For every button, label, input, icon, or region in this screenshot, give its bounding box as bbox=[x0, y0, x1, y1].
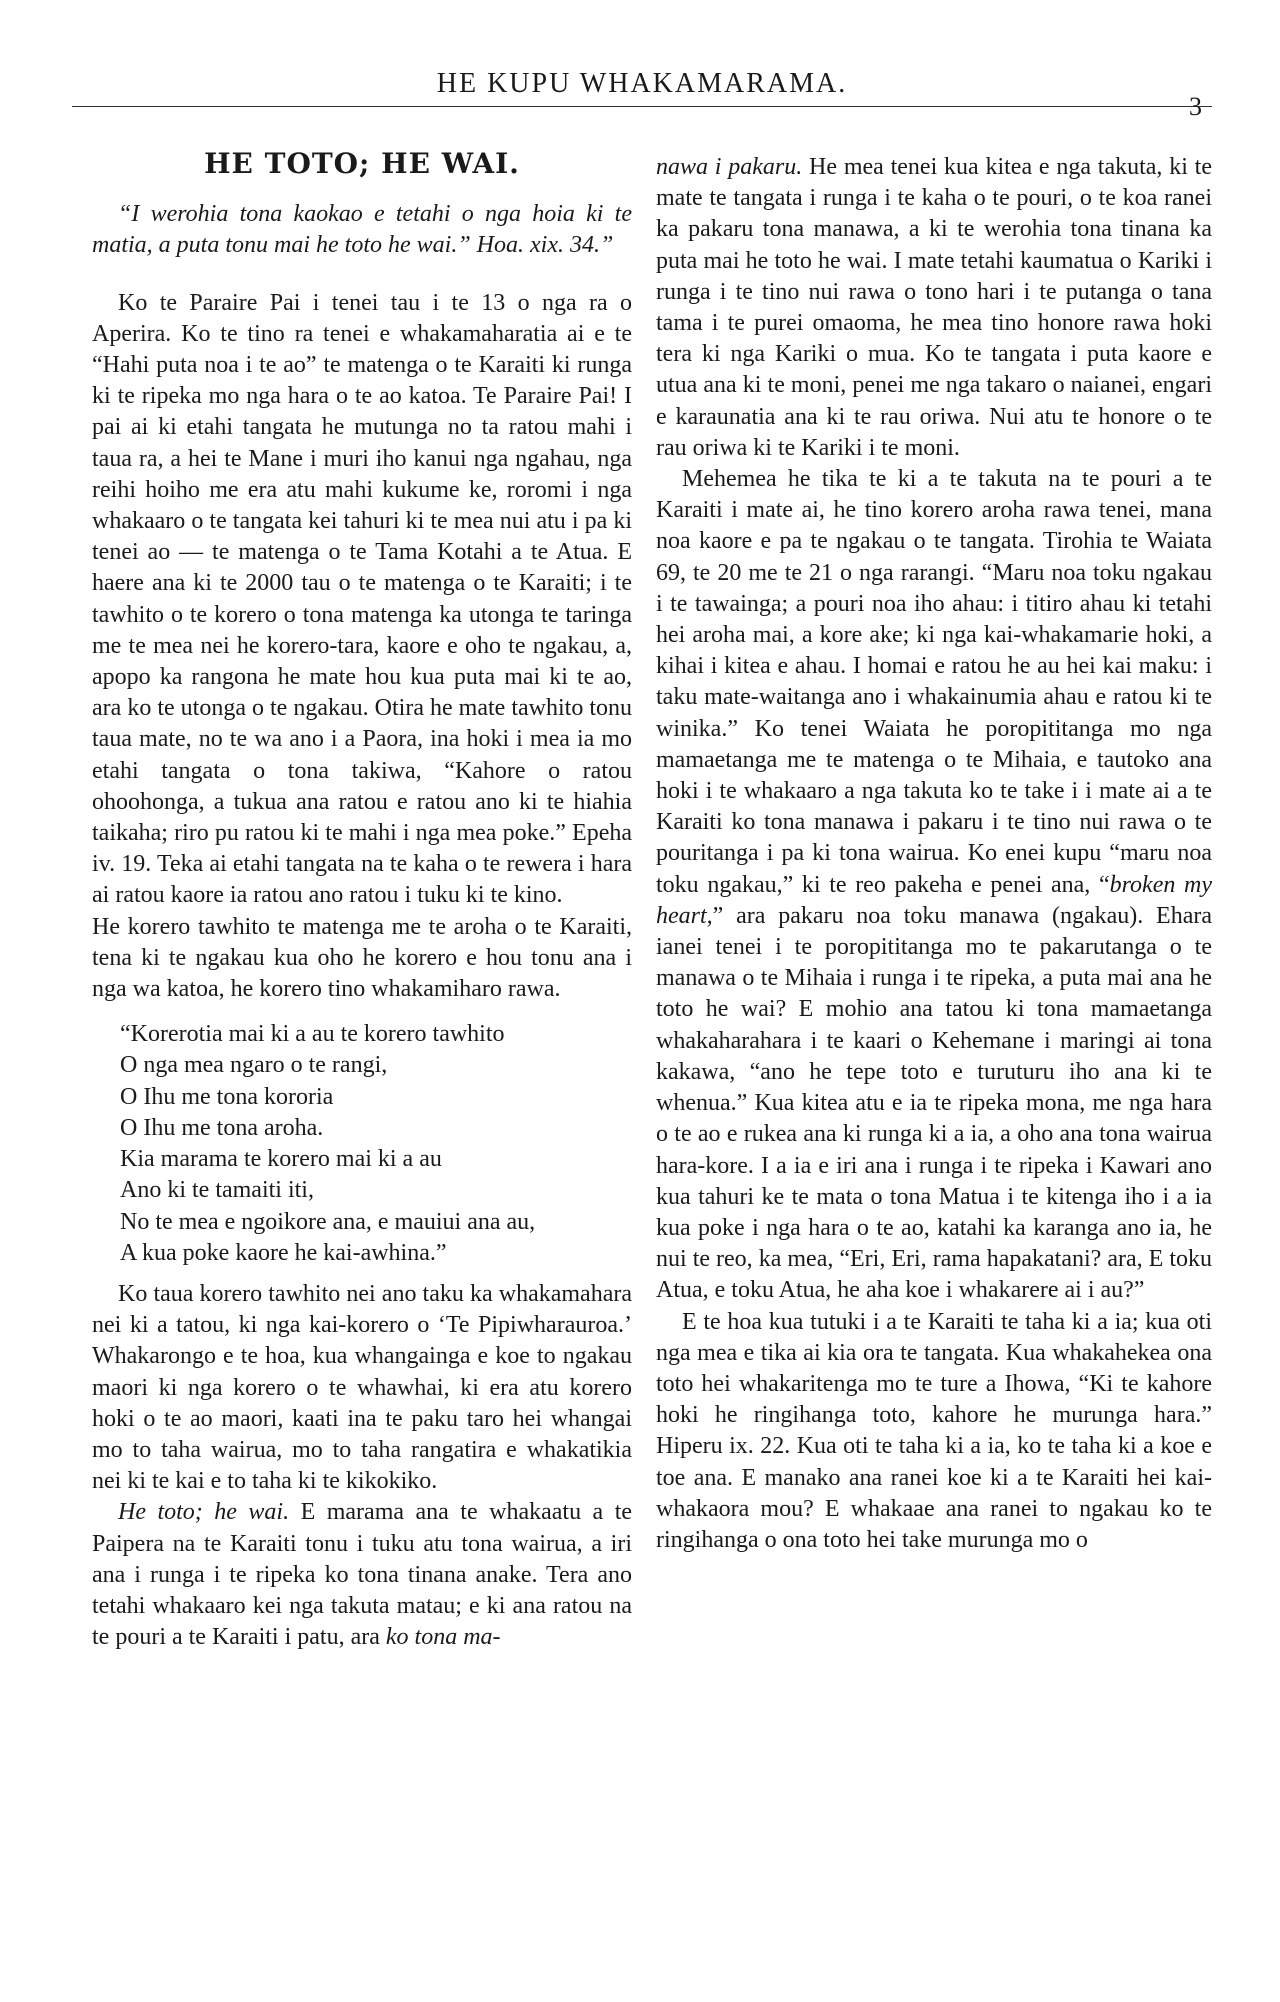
poem-line: O Ihu me tona aroha. bbox=[120, 1114, 324, 1141]
paragraph: Ko taua korero tawhito nei ano taku ka whakamahara nei ki a tatou, ki nga kai-korero o ‘Te Pipiwharauroa.’ Whakarongo e te hoa, kua whangainga e koe to ngakau maori ki nga korero o te whawhai, ki era atu korero hoki o te ao maori, kaati ina te paku taro hei whangai mo to taha wairua, mo to taha rangatira e whakatikia nei ki te kai e to taha ki te kikokiko. bbox=[92, 1280, 632, 1495]
paragraph-body: Mehemea he tika te ki a te takuta na te pouri a te Karaiti i mate ai, he tino korero aroha rawa tenei, mana noa kaore e pa te ngakau o te tangata. Tirohia te Waiata 69, te 20 me te 21 o nga rarangi. “Maru noa toku ngakau i te tawainga; a pouri noa iho ahau: i titiro ahau ki tetahi hei aroha mai, a kore ake; ki nga kai-whakamarie hoki, a kihai i kitea e ahau. I homai e ratou he au hei kai maku: i taku mate-waitanga ano i whakainumia ahau e ratou ki te winika.” Ko tenei Waiata he poropititanga mo nga mamaetanga me te matenga o te Mihaia, e tautoko ana hoki i te whakaaro a nga takuta ko te take i i mate ai a te Karaiti ko tona manawa i pakaru i te tino nui rawa o te pouritanga i pa ki tona wairua. Ko enei kupu “maru noa toku ngakau,” ki te reo pakeha e penei ana, “ bbox=[656, 466, 1212, 898]
paragraph: E te hoa kua tutuki i a te Karaiti te taha ki a ia; kua oti nga mea e tika ai kia ora te tangata. Kua whakahekea ona toto hei whakaritenga mo te ture a Ihowa, “Ki te kahore hoki he ringihanga toto, kahore he murunga hara.” Hiperu ix. 22. Kua oti te taha ki a ia, ko te taha ki a koe e toe ana. E manako ana ranei koe ki a te Karaiti hei kai-whakaora mou? E whakaae ana ranei to ngakau ko te ringihanga o ona toto hei take murunga mo o bbox=[656, 1308, 1212, 1553]
page-header bbox=[72, 62, 1212, 121]
poem bbox=[120, 1019, 632, 1269]
poem-line: Ano ki te tamaiti iti, bbox=[120, 1177, 314, 1204]
paragraph-tail: ko tona ma- bbox=[385, 1624, 501, 1651]
epigraph: “I werohia tona kaokao e tetahi o nga hoia ki te matia, a puta tonu mai he toto he wai.” Hoa. xix. 34.” bbox=[92, 201, 632, 259]
paragraph-body: He mea tenei kua kitea e nga takuta, ki te mate te tangata i runga i te kaha o te pouri, o te koa ranei ka pakaru tona manawa, a ki te werohia tona tinana ka puta mai he toto he wai. I mate tetahi kaumatua o Kariki i runga i te tino nui rawa o tono hari i te putanga o tana tama i te purei omaoma, he mea tino honore rawa hoki tera ki nga Kariki o mua. Ko te tangata i puta kaore e utua ana ki te moni, penei me nga takaro o naianei, engari e karaunatia ana ki te rau oriwa. Nui atu te honore o te rau oriwa ki te Kariki i te moni. bbox=[656, 154, 1213, 461]
paragraph: Ko te Paraire Pai i tenei tau i te 13 o nga ra o Aperira. Ko te tino ra tenei e whakamaharatia ai e te “Hahi puta noa i te ao” te matenga o te Karaiti ki runga ki te ripeka mo nga hara o te ao katoa. Te Paraire Pai! I pai ai ki etahi tangata he mutunga no ta ratou mahi i taua ra, a hei te Mane i muri iho kanui nga ngahau, nga reihi hoiho me era atu mahi kukume ke, roromi i nga whakaaro o te tangata kei tahuri ki te mea nui atu i pa ki tenei ao — te matenga o te Tama Kotahi a te Atua. E haere ana ki te 2000 tau o te matenga o te Karaiti; i te tawhito o te korero o tona matenga ka utonga te taringa me te mea nei he korero-tara, kaore e oho te ngakau, a, apopo ka rangona he mate hou kua puta mai ki te ao, ara ko te utonga o te ngakau. Otira he mate tawhito tonu taua mate, no te wa ano i a Paora, ina hoki i mea ia mo etahi tangata o tona takiwa, “Kahore o ratou ohoohonga, a tukua ana ratou e ratou ano ki te hiahia taikaha; riro pu ratou ki te mahi i nga mea poke.” Epeha iv. 19. Teka ai etahi tangata na te kaha o te rewera i hara ai ratou kaore ia ratou ano ratou i tuku ki te kino. bbox=[92, 289, 632, 909]
paragraph-lead: He toto; he wai. bbox=[118, 1499, 290, 1526]
poem-line: No te mea e ngoikore ana, e mauiui ana au, bbox=[120, 1208, 536, 1235]
page-number: 3 bbox=[1189, 92, 1202, 121]
poem-line: A kua poke kaore he kai-awhina.” bbox=[120, 1239, 447, 1266]
paragraph bbox=[656, 152, 1212, 464]
paragraph-italic: broken my heart, bbox=[656, 871, 1212, 929]
poem-line: O Ihu me tona kororia bbox=[120, 1083, 334, 1110]
paragraph-body: E marama ana te whakaatu a te Paipera na te Karaiti tonu i tuku atu tona wairua, a iri ana i runga i te ripeka ko tona tinana anake. Tera ano tetahi whakaaro kei nga takuta matau; e ki ana ratou na te pouri a te Karaiti i patu, ara bbox=[92, 1499, 633, 1651]
paragraph bbox=[656, 464, 1212, 1306]
poem-line: “Korerotia mai ki a au te korero tawhito bbox=[120, 1021, 505, 1048]
left-column bbox=[92, 148, 632, 1653]
article-title: HE TOTO; HE WAI. bbox=[204, 147, 520, 180]
paragraph-body: ” ara pakaru noa toku manawa (ngakau). Ehara ianei tenei i te poropititanga mo te pakarutanga o te manawa o te Mihaia i runga i te ripeka, a puta mai ana he toto he wai? E mohio ana tatou ki tona mamaetanga whakaharahara i te kaari o Kehemane i maringi ai tona kakawa, “ano he tepe toto e turuturu iho ana ki te whenua.” Kua kitea atu e ia te ripeka mona, me nga hara o te ao e rukea ana ki runga ki a ia, a oho ana tona wairua hara-kore. I a ia e iri ana i runga i te ripeka i Kawari ano kua tahuri ke te mata o tona Matua i te kitenga iho i a ia kua poke i nga hara o te ao, katahi ka karanga ano ia, he nui te reo, ka mea, “Eri, Eri, rama hapakatani? ara, E toku Atua, e toku Atua, he aha koe i whakarere ai i au?” bbox=[656, 902, 1212, 1304]
paragraph-lead: nawa i pakaru. bbox=[656, 154, 803, 180]
poem-line: O nga mea ngaro o te rangi, bbox=[120, 1052, 388, 1079]
paragraph: He korero tawhito te matenga me te aroha o te Karaiti, tena ki te ngakau kua oho he korero e hou tonu ana i nga wa katoa, he korero tino whakamiharo rawa. bbox=[92, 913, 632, 1003]
right-column bbox=[656, 152, 1212, 1556]
running-title: HE KUPU WHAKAMARAMA. bbox=[436, 68, 848, 99]
paragraph bbox=[92, 1497, 632, 1653]
poem-line: Kia marama te korero mai ki a au bbox=[120, 1146, 442, 1173]
